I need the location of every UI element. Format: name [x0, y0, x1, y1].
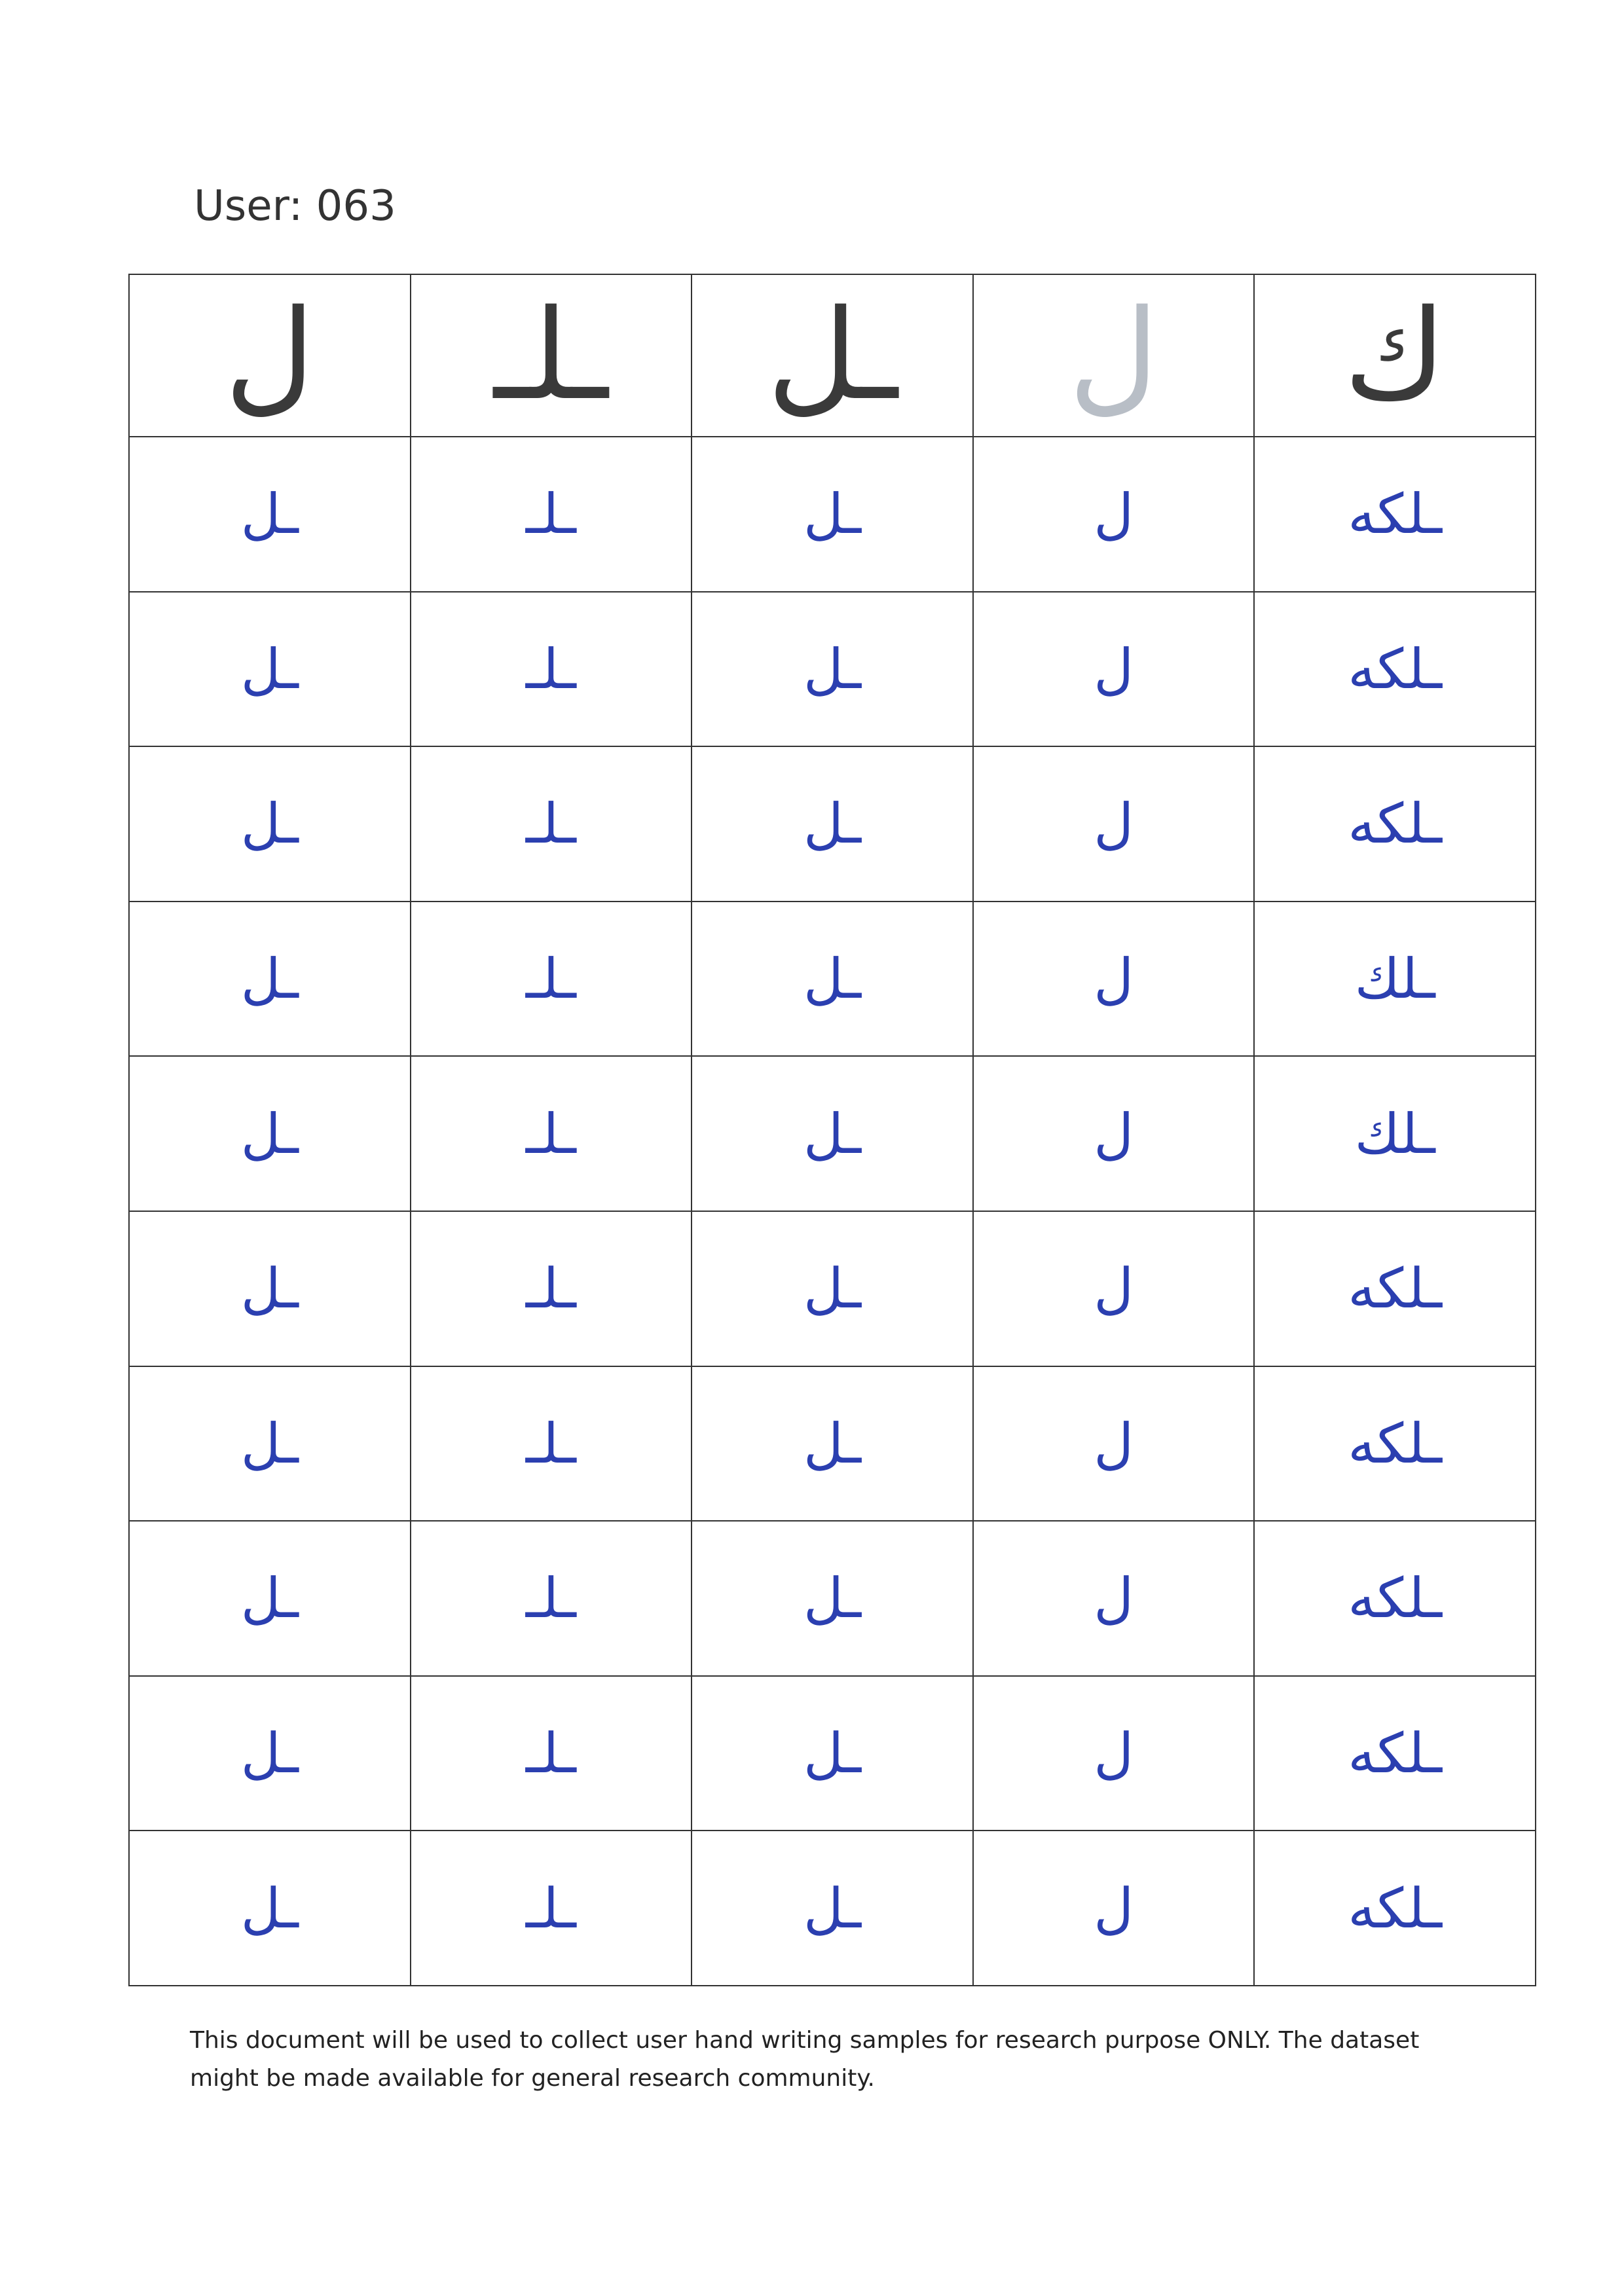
sample-cell	[692, 1676, 973, 1831]
handwritten-sample: ـل	[803, 482, 862, 547]
sample-cell	[973, 1831, 1255, 1986]
handwritten-sample: ـلك	[1354, 1101, 1435, 1166]
handwritten-sample: ـلكه	[1348, 1721, 1443, 1786]
handwritten-sample: ـلـ	[525, 1876, 576, 1941]
handwritten-sample: ـلكه	[1348, 1876, 1443, 1941]
header-glyph: ـل	[767, 283, 898, 428]
sample-cell	[692, 1831, 973, 1986]
handwritten-sample: ـلـ	[525, 636, 576, 701]
sample-cell	[973, 746, 1255, 902]
sample-cell	[692, 437, 973, 592]
sample-cell	[1254, 592, 1536, 747]
handwritten-sample: ل	[1094, 482, 1134, 547]
handwritten-sample: ـل	[803, 1566, 862, 1631]
sample-cell	[1254, 1366, 1536, 1522]
sample-cell	[692, 902, 973, 1057]
sample-cell	[411, 437, 692, 592]
sample-cell	[411, 746, 692, 902]
header-glyph: ل	[224, 283, 315, 428]
handwritten-sample: ل	[1094, 947, 1134, 1011]
sample-row	[129, 746, 1536, 902]
sample-row	[129, 1676, 1536, 1831]
sample-cell	[129, 1831, 411, 1986]
user-label: User: 063	[194, 182, 396, 230]
sample-cell	[411, 592, 692, 747]
sample-cell	[973, 1366, 1255, 1522]
sample-cell	[1254, 1056, 1536, 1211]
handwritten-sample: ـل	[240, 1101, 299, 1166]
sample-cell	[1254, 1831, 1536, 1986]
sample-cell	[129, 746, 411, 902]
sample-cell	[1254, 902, 1536, 1057]
handwritten-sample: ـلـ	[525, 482, 576, 547]
header-cell	[973, 274, 1255, 437]
handwritten-sample: ـل	[803, 947, 862, 1011]
handwritten-sample: ل	[1094, 1876, 1134, 1941]
sample-row	[129, 592, 1536, 747]
sample-cell	[973, 1211, 1255, 1366]
handwritten-sample: ـلـ	[525, 1721, 576, 1786]
sample-cell	[973, 592, 1255, 747]
sample-cell	[692, 592, 973, 747]
handwritten-sample: ـلـ	[525, 1411, 576, 1476]
handwritten-sample: ل	[1094, 792, 1134, 856]
notice-text: This document will be used to collect user hand writing samples for research purpose ONLY. The dataset might be made available for general research community.	[190, 2027, 1420, 2092]
header-cell	[692, 274, 973, 437]
handwritten-sample: ـلـ	[525, 1256, 576, 1321]
header-cell	[411, 274, 692, 437]
handwritten-sample: ـل	[240, 1566, 299, 1631]
handwritten-sample: ـل	[240, 636, 299, 701]
handwritten-sample: ـلكه	[1348, 1256, 1443, 1321]
header-cell	[129, 274, 411, 437]
sample-cell	[692, 1366, 973, 1522]
sample-row	[129, 437, 1536, 592]
handwritten-sample: ـل	[240, 1721, 299, 1786]
sample-cell	[411, 1521, 692, 1676]
sample-row	[129, 1831, 1536, 1986]
handwritten-sample: ل	[1094, 636, 1134, 701]
handwritten-sample: ـلكه	[1348, 636, 1443, 701]
sample-cell	[129, 437, 411, 592]
sample-row	[129, 1521, 1536, 1676]
header-row	[129, 274, 1536, 437]
handwritten-sample: ل	[1094, 1566, 1134, 1631]
handwritten-sample: ـل	[240, 1411, 299, 1476]
handwritten-sample: ـل	[803, 1101, 862, 1166]
handwritten-sample: ل	[1094, 1721, 1134, 1786]
handwritten-sample: ـلكه	[1348, 1566, 1443, 1631]
handwritten-sample: ـل	[803, 636, 862, 701]
handwritten-sample: ـلكه	[1348, 1411, 1443, 1476]
grid-body	[129, 274, 1536, 1986]
sample-cell	[692, 1211, 973, 1366]
header-glyph: ك	[1343, 283, 1447, 428]
handwritten-sample: ـل	[240, 1256, 299, 1321]
handwritten-sample: ـل	[240, 792, 299, 856]
handwritten-sample: ـل	[803, 792, 862, 856]
sample-cell	[692, 1521, 973, 1676]
handwritten-sample: ـلك	[1354, 947, 1435, 1011]
handwritten-sample: ـل	[803, 1256, 862, 1321]
header-cell	[1254, 274, 1536, 437]
sample-row	[129, 1366, 1536, 1522]
handwritten-sample: ـل	[803, 1411, 862, 1476]
handwritten-sample: ـلـ	[525, 792, 576, 856]
sample-cell	[692, 1056, 973, 1211]
sample-cell	[129, 902, 411, 1057]
sample-cell	[129, 1521, 411, 1676]
sample-cell	[411, 1676, 692, 1831]
sample-cell	[973, 1521, 1255, 1676]
sample-row	[129, 1211, 1536, 1366]
handwritten-sample: ل	[1094, 1101, 1134, 1166]
handwritten-sample: ـل	[240, 482, 299, 547]
handwritten-sample: ـلكه	[1348, 482, 1443, 547]
sample-cell	[1254, 1521, 1536, 1676]
sample-row	[129, 902, 1536, 1057]
handwritten-sample: ل	[1094, 1256, 1134, 1321]
sample-cell	[411, 1211, 692, 1366]
sample-cell	[1254, 1211, 1536, 1366]
handwritten-sample: ـل	[240, 1876, 299, 1941]
sample-cell	[411, 1831, 692, 1986]
sample-cell	[129, 592, 411, 747]
header-glyph: ـلـ	[494, 283, 608, 428]
sample-cell	[973, 437, 1255, 592]
handwritten-sample: ل	[1094, 1411, 1134, 1476]
handwriting-grid	[128, 274, 1536, 1986]
sample-cell	[692, 746, 973, 902]
sample-row	[129, 1056, 1536, 1211]
handwritten-sample: ـل	[803, 1876, 862, 1941]
sample-cell	[1254, 1676, 1536, 1831]
sample-cell	[129, 1366, 411, 1522]
handwritten-sample: ـلـ	[525, 1101, 576, 1166]
sample-cell	[411, 902, 692, 1057]
sample-cell	[973, 1056, 1255, 1211]
sample-cell	[973, 902, 1255, 1057]
handwritten-sample: ـلـ	[525, 947, 576, 1011]
header-glyph: ل	[1068, 283, 1159, 428]
handwritten-sample: ـلـ	[525, 1566, 576, 1631]
handwritten-sample: ـل	[803, 1721, 862, 1786]
handwritten-sample: ـل	[240, 947, 299, 1011]
sample-cell	[1254, 746, 1536, 902]
sample-cell	[129, 1056, 411, 1211]
sample-cell	[129, 1211, 411, 1366]
sample-cell	[1254, 437, 1536, 592]
sample-cell	[411, 1056, 692, 1211]
sample-cell	[129, 1676, 411, 1831]
sample-cell	[973, 1676, 1255, 1831]
handwritten-sample: ـلكه	[1348, 792, 1443, 856]
sample-cell	[411, 1366, 692, 1522]
